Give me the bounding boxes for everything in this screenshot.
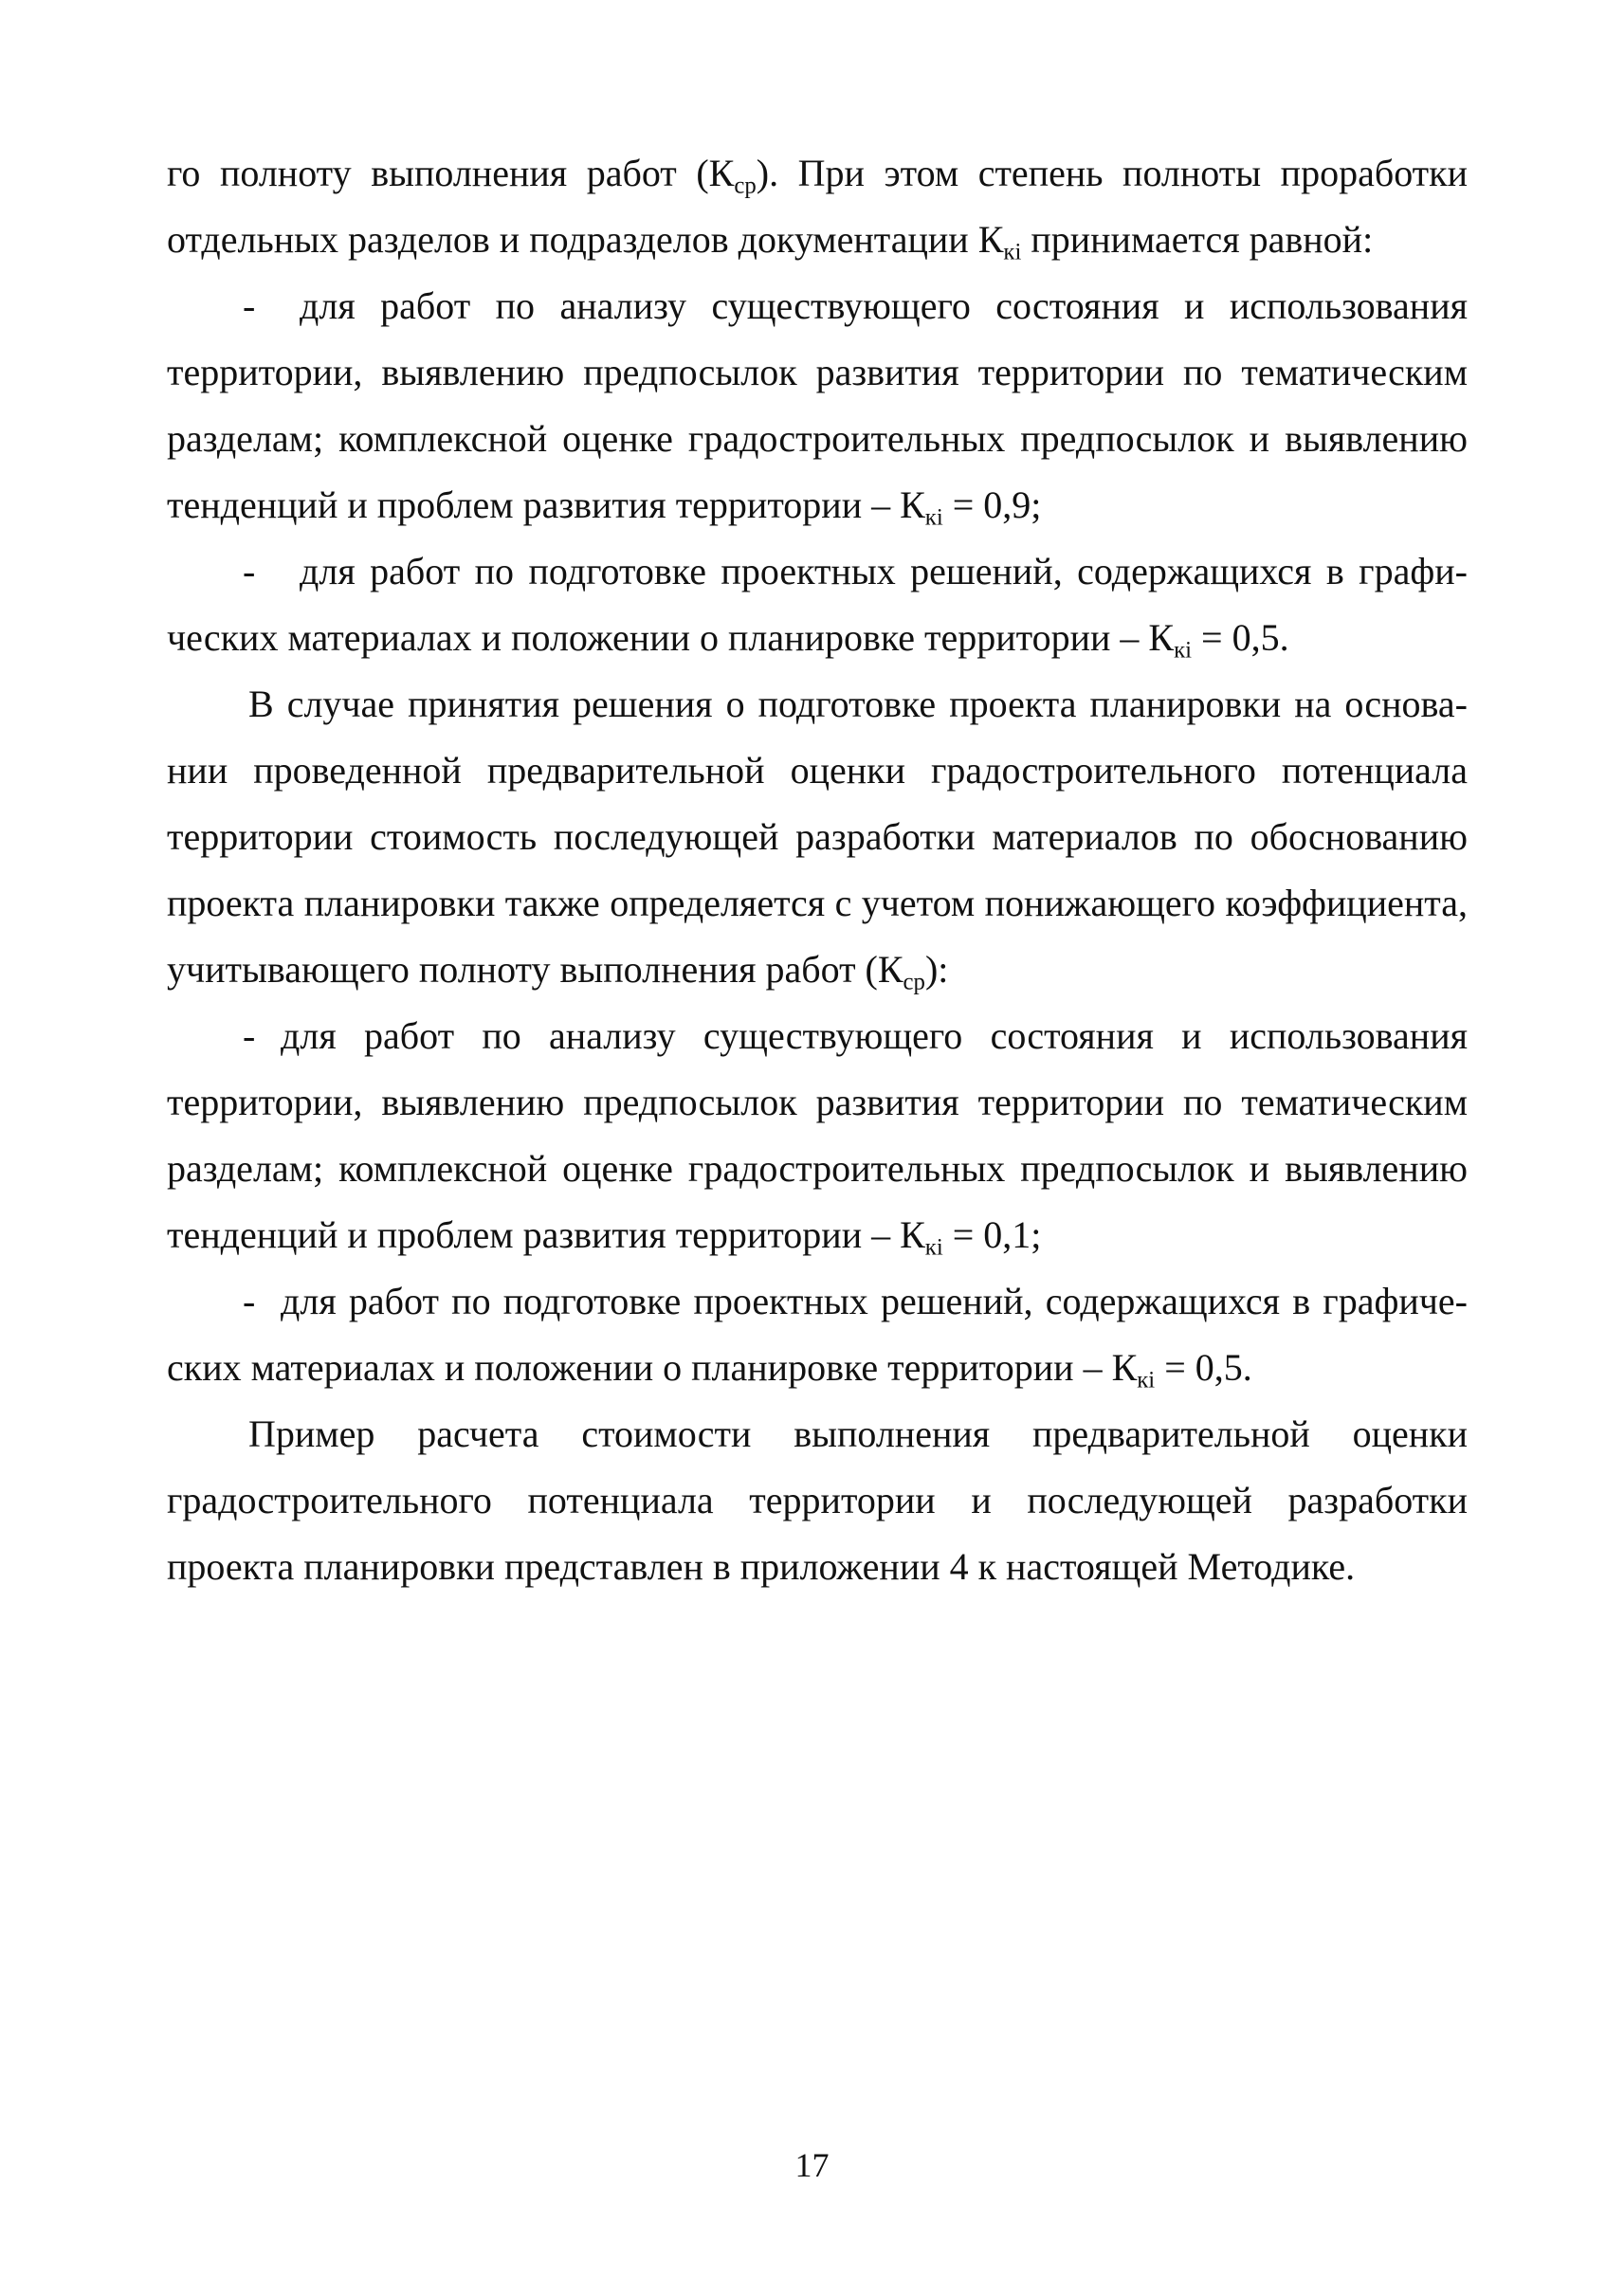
paragraph-text: Пример расчета стоимости выполнения предварительной оценки градостроительного потенциала территории и последующей разработки проекта планировки представлен в приложении 4 к настоящей Методике. — [167, 1412, 1468, 1588]
paragraph-continuation — [167, 140, 1468, 273]
bullet-dash: - — [243, 550, 256, 592]
paragraph-text: для работ по анализу существующего состояния и использования территории, выявлению предпосылок развития территории по тематическим разделам; комплексной оценке градостроительных предпосылок и выявлению тенденций и проблем развития территории – К — [167, 1014, 1468, 1256]
page-body — [167, 140, 1468, 1600]
bullet-item — [167, 1003, 1468, 1268]
paragraph — [167, 1401, 1468, 1600]
subscript: ср — [734, 173, 757, 199]
bullet-item — [167, 538, 1468, 671]
bullet-dash: - — [243, 1014, 256, 1057]
bullet-dash: - — [243, 1280, 256, 1322]
paragraph-text: для работ по анализу существующего состояния и использования территории, выявлению предпосылок развития территории по тематическим разделам; комплексной оценке градостроительных предпосылок и выявлению тенденций и проблем развития территории – К — [167, 284, 1468, 526]
paragraph-text: для работ по подготовке проектных решений, содержащихся в графических материалах и положении о планировке территории – К — [167, 550, 1468, 659]
subscript: кi — [924, 504, 943, 531]
paragraph-text: ): — [924, 948, 949, 991]
paragraph-text: = 0,5. — [1155, 1346, 1252, 1389]
page-number: 17 — [794, 2146, 830, 2184]
paragraph — [167, 671, 1468, 1003]
paragraph-text: для работ по подготовке проектных решений, содержащихся в графических материалах и положении о планировке территории – К — [167, 1280, 1468, 1389]
paragraph-text: В случае принятия решения о подготовке проекта планировки на основании проведенной предварительной оценки градостроительного потенциала территории стоимость последующей разработки материалов по обоснованию проекта планировки также определяется с учетом понижающего коэффициента, учитывающего полноту выполнения работ (К — [167, 683, 1468, 991]
paragraph-text: = 0,9; — [942, 483, 1042, 526]
subscript: ср — [903, 969, 925, 995]
subscript: кi — [1174, 637, 1193, 664]
paragraph-text: го полноту выполнения работ (К — [167, 152, 735, 194]
bullet-item — [167, 273, 1468, 538]
paragraph-text: = 0,5. — [1192, 616, 1289, 659]
paragraph-text: = 0,1; — [942, 1213, 1042, 1256]
bullet-dash: - — [243, 284, 256, 327]
paragraph-text: принимается равной: — [1021, 218, 1374, 261]
subscript: кi — [1137, 1367, 1156, 1393]
subscript: кi — [1003, 239, 1022, 265]
bullet-item — [167, 1268, 1468, 1401]
subscript: кi — [924, 1234, 943, 1261]
paragraph-text: ). При этом степень полноты проработки отдельных разделов и подразделов документации К — [167, 152, 1468, 261]
